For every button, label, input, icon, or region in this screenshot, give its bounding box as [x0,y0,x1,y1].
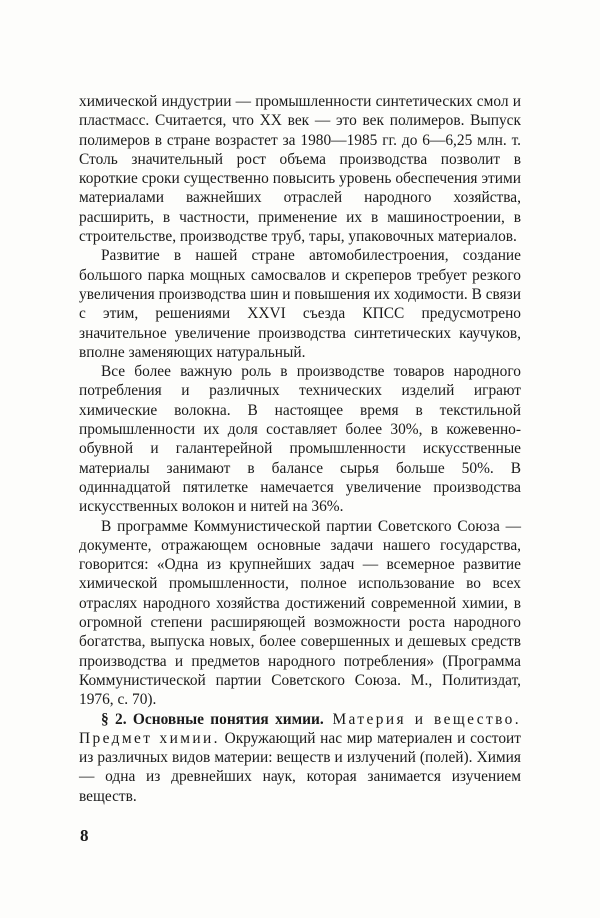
paragraph-automotive-rubber: Развитие в нашей стране автомобилестроения, создание большого парка мощных самосвалов и скреперов требует резкого увеличения производства шин и повышения их ходимости. В связи с этим, решениями XXVI съезда КПСС предусмотрено значительное увеличение производства синтетических каучуков, вполне заменяющих натуральный. [79,247,521,361]
section-heading: § 2. Основные понятия химии. [101,710,324,728]
section-body-text: Окружающий нас мир материален и состоит из различных видов материи: веществ и излучений (полей). Химия — одна из древнейших наук, которая занимается изучением веществ. [79,729,521,805]
page-number: 8 [80,826,89,845]
paragraph-chemical-fibers: Все более важную роль в производстве товаров народного потребления и различных технических изделий играют химические волокна. В настоящее время в текстильной промышленности их доля составляет более 30%, в кожевенно-обувной и галантерейной промышленности искусственные материалы занимают в балансе сырья больше 50%. В одиннадцатой пятилетке намечается увеличение производства искусственных волокон и нитей на 36%. [79,363,521,516]
paragraph-party-program-quote: В программе Коммунистической партии Советского Союза — документе, отражающем основные задачи нашего государства, говорится: «Одна из крупнейших задач — всемерное развитие химической промышленности, полное использование во всех отраслях народного хозяйства достижений современной химии, в огромной степени расширяющей возможности роста народного богатства, выпуска новых, более совершенных и дешевых средств производства и предметов народного потребления» (Программа Коммунистической партии Советского Союза. М., Политиздат, 1976, с. 70). [79,517,521,709]
paragraph-section-2 [79,710,521,806]
page-body-text [79,92,521,806]
paragraph-chemical-industry: химической индустрии — промышленности синтетических смол и пластмасс. Считается, что XX век — это век полимеров. Выпуск полимеров в стране возрастет за 1980—1985 гг. до 6—6,25 млн. т. Столь значительный рост объема производства позволит в короткие сроки существенно повысить уровень обеспечения этими материалами важнейших отраслей народного хозяйства, расширить, в частности, применение их в машиностроении, в строительстве, производстве труб, тары, упаковочных материалов. [79,93,521,246]
section-spaced-terms: Материя и вещество. Предмет химии. [79,710,521,747]
